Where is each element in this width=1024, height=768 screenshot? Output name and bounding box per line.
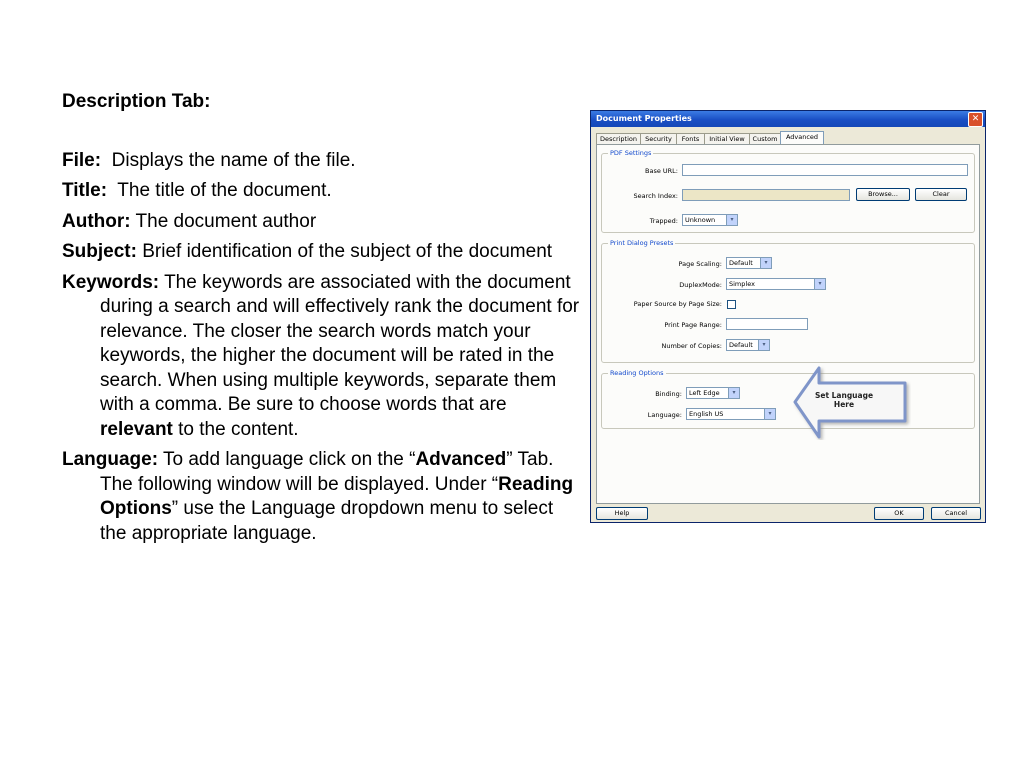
- language-label: Language:: [647, 411, 682, 419]
- close-icon[interactable]: ✕: [968, 112, 983, 127]
- help-button[interactable]: Help: [596, 507, 648, 520]
- entry-language: [62, 448, 582, 546]
- base-url-label: Base URL:: [645, 167, 678, 175]
- chevron-down-icon[interactable]: ▾: [760, 258, 771, 268]
- group-legend: Print Dialog Presets: [610, 239, 674, 247]
- language-select[interactable]: [686, 408, 776, 420]
- entry-subject: [62, 240, 582, 265]
- entry-author: [62, 210, 582, 235]
- chevron-down-icon[interactable]: ▾: [728, 388, 739, 398]
- cancel-button[interactable]: Cancel: [931, 507, 981, 520]
- print-page-range-input[interactable]: [726, 318, 808, 330]
- page-scaling-select[interactable]: [726, 257, 772, 269]
- entry-label: File:: [62, 149, 102, 171]
- advanced-panel: [596, 144, 980, 504]
- select-value: Default: [729, 259, 753, 267]
- tab-fonts[interactable]: Fonts: [676, 133, 705, 145]
- callout-text: Set Language Here: [814, 391, 874, 409]
- print-presets-group: [601, 239, 975, 363]
- entry-text: Brief identification of the subject of the document: [142, 241, 553, 262]
- base-url-input[interactable]: [682, 164, 968, 176]
- ok-button[interactable]: OK: [874, 507, 924, 520]
- group-legend: PDF Settings: [610, 149, 652, 157]
- entry-text: ” Tab. The following window will be displayed. Under “: [100, 449, 554, 495]
- entry-keywords: [62, 271, 582, 443]
- print-page-range-label: Print Page Range:: [664, 321, 722, 329]
- search-index-label: Search Index:: [633, 192, 678, 200]
- entry-label: Subject:: [62, 241, 137, 262]
- chevron-down-icon[interactable]: ▾: [758, 340, 769, 350]
- chevron-down-icon[interactable]: ▾: [726, 215, 737, 225]
- entry-text: The title of the document.: [117, 180, 332, 201]
- document-properties-dialog: [590, 110, 986, 523]
- entry-label: Language:: [62, 449, 159, 470]
- entry-text-tail: to the content.: [178, 418, 299, 440]
- dialog-titlebar: [591, 111, 985, 127]
- entry-text: Displays the name of the file.: [111, 149, 356, 171]
- tab-custom[interactable]: Custom: [749, 133, 781, 145]
- chevron-down-icon[interactable]: ▾: [764, 409, 775, 419]
- entry-text: To add language click on the “: [163, 449, 416, 470]
- browse-button[interactable]: Browse...: [856, 188, 910, 201]
- duplex-mode-select[interactable]: [726, 278, 826, 290]
- entry-text: ” use the Language dropdown menu to select the appropriate language.: [100, 498, 554, 544]
- entry-emphasis-reading-options: Reading Options: [100, 473, 574, 519]
- duplex-mode-label: DuplexMode:: [679, 281, 722, 289]
- entry-label: Keywords:: [62, 271, 160, 293]
- entry-label: Author:: [62, 210, 131, 232]
- dialog-title: Document Properties: [596, 114, 692, 123]
- trapped-select[interactable]: [682, 214, 738, 226]
- entry-title: [62, 179, 582, 204]
- number-of-copies-select[interactable]: [726, 339, 770, 351]
- slide-heading: Description Tab:: [62, 91, 211, 112]
- binding-select[interactable]: [686, 387, 740, 399]
- clear-button[interactable]: Clear: [915, 188, 967, 201]
- tab-initial-view[interactable]: Initial View: [704, 133, 750, 145]
- select-value: Left Edge: [689, 389, 720, 397]
- paper-source-checkbox[interactable]: [727, 300, 736, 309]
- trapped-label: Trapped:: [649, 217, 678, 225]
- pdf-settings-group: [601, 149, 975, 233]
- entry-emphasis: relevant: [100, 418, 173, 440]
- entry-label: Title:: [62, 180, 108, 201]
- select-value: Unknown: [685, 216, 716, 224]
- binding-label: Binding:: [655, 390, 682, 398]
- group-legend: Reading Options: [610, 369, 664, 377]
- entry-file: [62, 149, 582, 174]
- page-scaling-label: Page Scaling:: [678, 260, 722, 268]
- paper-source-label: Paper Source by Page Size:: [633, 300, 722, 308]
- entry-emphasis-advanced: Advanced: [415, 449, 507, 470]
- entry-text: The keywords are associated with the document during a search and will effectively rank the document for relevance. The closer the search words match your keywords, the higher the document will be rated in the search. When using multiple keywords, separate them with a comma. Be sure to choose words that are: [100, 271, 580, 415]
- tab-security[interactable]: Security: [640, 133, 677, 145]
- search-index-input: [682, 189, 850, 201]
- select-value: English US: [689, 410, 724, 418]
- select-value: Simplex: [729, 280, 755, 288]
- select-value: Default: [729, 341, 753, 349]
- entry-text: The document author: [135, 210, 317, 232]
- tab-advanced[interactable]: Advanced: [780, 131, 824, 146]
- tab-description[interactable]: Description: [596, 133, 641, 145]
- reading-options-group: [601, 369, 975, 429]
- slide-body: [62, 90, 582, 552]
- chevron-down-icon[interactable]: ▾: [814, 279, 825, 289]
- number-of-copies-label: Number of Copies:: [661, 342, 722, 350]
